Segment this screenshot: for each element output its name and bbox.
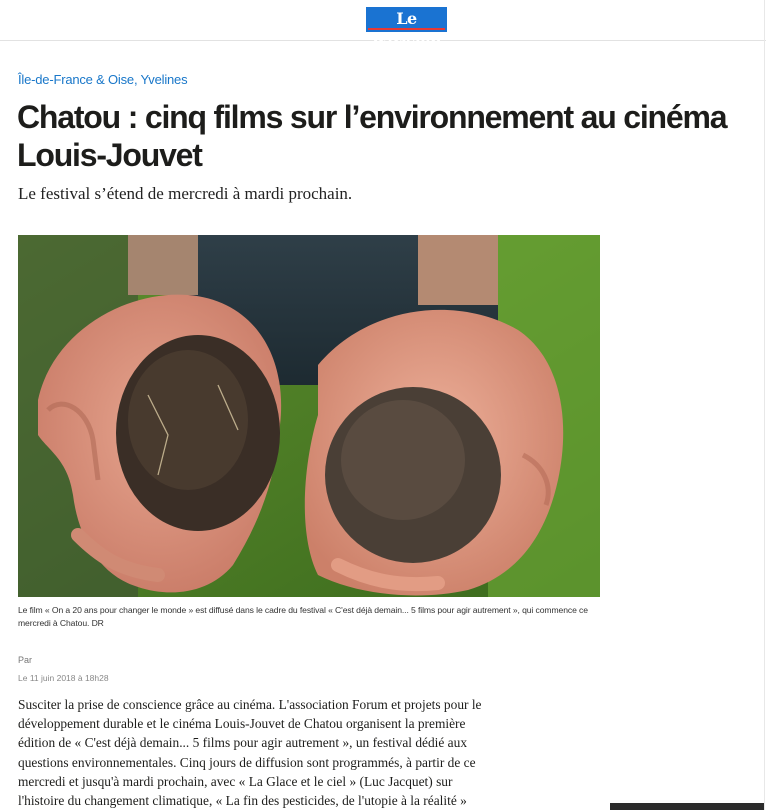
publish-date: Le 11 juin 2018 à 18h28	[18, 673, 109, 683]
body-line: mercredi et jusqu'à mardi prochain, avec « La Glace et le ciel » (Luc Jacquet) sur	[18, 773, 453, 789]
article-photo[interactable]	[18, 235, 600, 597]
body-line: édition de « C'est déjà demain... 5 films pour agir autrement », un festival dédié aux	[18, 735, 468, 751]
top-bar	[0, 0, 766, 51]
photo-caption: Le film « On a 20 ans pour changer le monde » est diffusé dans le cadre du festival « C'est déjà demain... 5 films pour agir autrement », qui commence ce mercredi à Chatou. DR	[18, 605, 588, 628]
le-parisien-logo[interactable]	[366, 7, 447, 51]
ad-strip	[610, 803, 764, 810]
logo-text: Le Parisien	[371, 9, 442, 51]
page-edge-divider	[764, 0, 765, 810]
article-body	[18, 695, 498, 810]
body-line: questions environnementales. Cinq jours de diffusion sont programmés, à partir de ce	[18, 754, 476, 770]
logo-underline	[368, 28, 445, 30]
byline-label: Par	[18, 655, 33, 665]
breadcrumb-region-link[interactable]: Île-de-France & Oise	[18, 72, 134, 87]
body-line: développement durable et le cinéma Louis-Jouvet de Chatou organisent la première	[18, 716, 466, 732]
body-line: l'histoire du changement climatique, « La fin des pesticides, de l'utopie à la réalité »	[18, 793, 467, 809]
breadcrumb-department-link[interactable]: Yvelines	[140, 72, 188, 87]
body-line: Susciter la prise de conscience grâce au cinéma. L'association Forum et projets pour le	[18, 697, 482, 712]
breadcrumb-separator: ,	[133, 72, 138, 87]
photo-soil-hands-icon	[18, 235, 600, 597]
article-subtitle: Le festival s’étend de mercredi à mardi prochain.	[18, 184, 353, 203]
article-title: Chatou : cinq films sur l’environnement au cinéma Louis-Jouvet	[17, 99, 727, 173]
breadcrumb	[18, 72, 187, 87]
